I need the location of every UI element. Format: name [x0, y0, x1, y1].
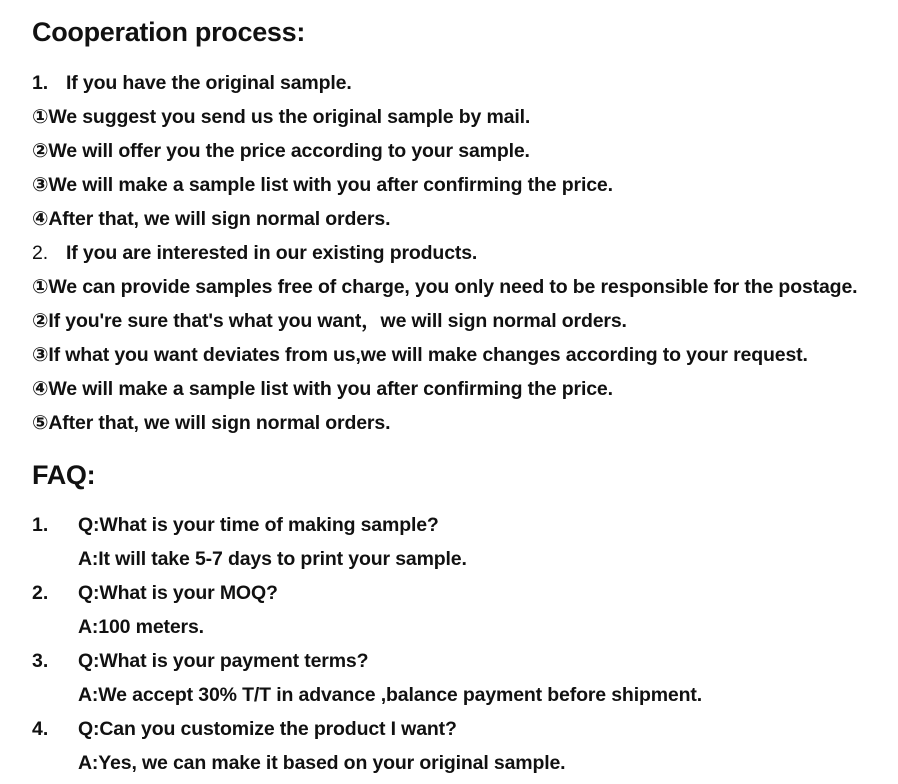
faq-item-2-answer: A:100 meters. [78, 616, 204, 638]
faq-item-4-number: 4. [32, 718, 49, 740]
section-1-heading-text: If you have the original sample. [66, 72, 352, 94]
step-text: We can provide samples free of charge, you only need to be responsible for the postage. [48, 276, 858, 298]
section-2-step-2 [32, 309, 627, 333]
section-2-number: 2. [32, 242, 48, 264]
step-text: We will make a sample list with you after confirming the price. [48, 378, 613, 400]
step-marker: ② [32, 310, 49, 332]
step-marker: ④ [32, 378, 49, 400]
faq-item-4-question: Q:Can you customize the product I want? [78, 718, 457, 740]
section-2-step-4 [32, 377, 613, 401]
step-marker: ① [32, 106, 49, 128]
step-marker: ⑤ [32, 412, 49, 434]
faq-item-2-question: Q:What is your MOQ? [78, 582, 278, 604]
step-text: If you're sure that's what you want，we will sign normal orders. [48, 310, 627, 332]
step-marker: ③ [32, 174, 49, 196]
section-2-step-5 [32, 411, 390, 435]
step-text: We will make a sample list with you after confirming the price. [48, 174, 613, 196]
faq-item-1-number: 1. [32, 514, 49, 536]
faq-item-3-number: 3. [32, 650, 49, 672]
step-text: If what you want deviates from us,we will make changes according to your request. [48, 344, 808, 366]
step-marker: ③ [32, 344, 49, 366]
section-2-heading [32, 241, 477, 265]
section-1-step-2 [32, 139, 530, 163]
section-1-heading [32, 71, 352, 95]
faq-item-3-question: Q:What is your payment terms? [78, 650, 369, 672]
step-text: We suggest you send us the original sample by mail. [48, 106, 531, 128]
cooperation-title: Cooperation process: [32, 17, 306, 47]
step-marker: ④ [32, 208, 49, 230]
faq-item-1-answer: A:It will take 5-7 days to print your sample. [78, 548, 467, 570]
step-marker: ① [32, 276, 49, 298]
faq-item-2-number: 2. [32, 582, 49, 604]
section-1-step-3 [32, 173, 613, 197]
section-1-step-4 [32, 207, 390, 231]
step-text: We will offer you the price according to your sample. [48, 140, 530, 162]
step-text: After that, we will sign normal orders. [48, 208, 391, 230]
faq-item-3-answer: A:We accept 30% T/T in advance ,balance payment before shipment. [78, 684, 702, 706]
faq-item-1-question: Q:What is your time of making sample? [78, 514, 439, 536]
faq-item-4-answer: A:Yes, we can make it based on your original sample. [78, 752, 566, 774]
section-1-number: 1. [32, 72, 48, 94]
section-1-step-1 [32, 105, 530, 129]
step-text: After that, we will sign normal orders. [48, 412, 391, 434]
step-marker: ② [32, 140, 49, 162]
section-2-heading-text: If you are interested in our existing products. [66, 242, 478, 264]
section-2-step-1 [32, 275, 857, 299]
section-2-step-3 [32, 343, 808, 367]
faq-title: FAQ: [32, 460, 96, 490]
